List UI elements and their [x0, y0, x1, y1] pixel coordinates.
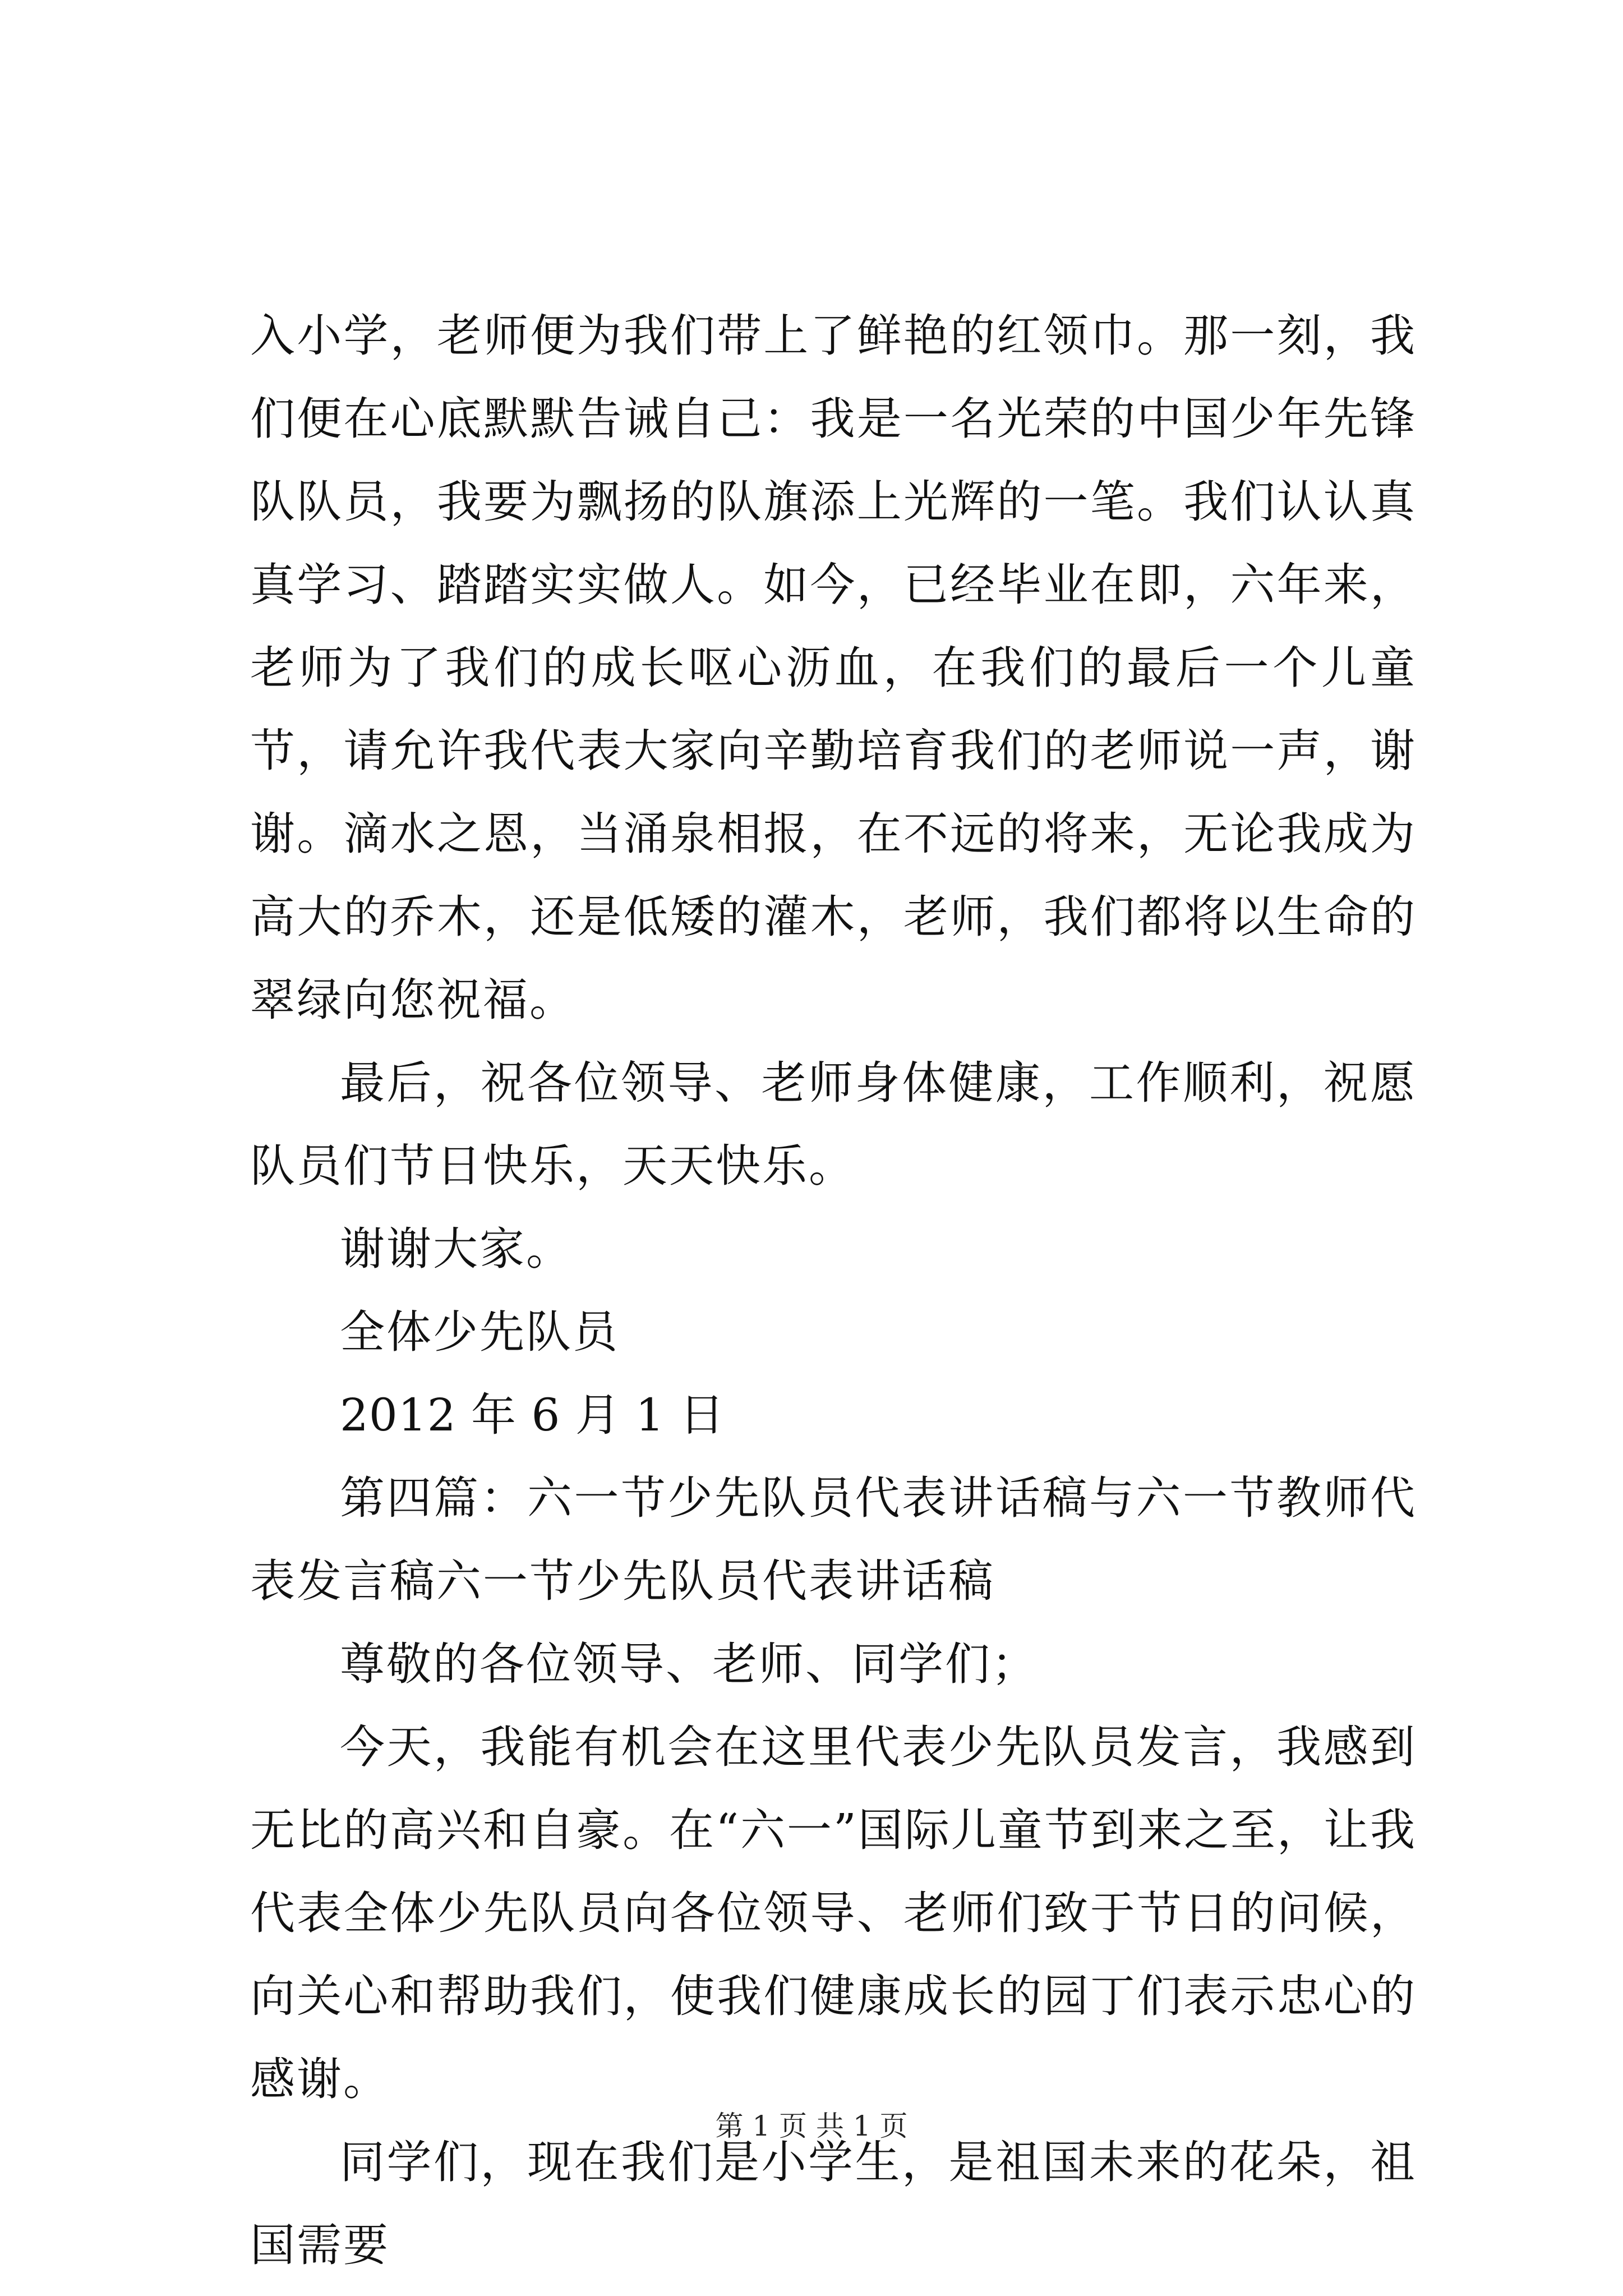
- section-heading: 第四篇：六一节少先队员代表讲话稿与六一节教师代表发言稿六一节少先队员代表讲话稿: [250, 1472, 1417, 1607]
- document-body: [250, 295, 1417, 2287]
- page-footer: 第 1 页 共 1 页: [715, 2110, 908, 2142]
- paragraph-continuation: 入小学，老师便为我们带上了鲜艳的红领巾。那一刻，我们便在心底默默告诫自己：我是一名光荣的中国少年先锋队队员，我要为飘扬的队旗添上光辉的一笔。我们认认真真学习、踏踏实实做人。如今，已经毕业在即，六年来，老师为了我们的成长呕心沥血，在我们的最后一个儿童节，请允许我代表大家向辛勤培育我们的老师说一声，谢谢。滴水之恩，当涌泉相报，在不远的将来，无论我成为高大的乔木，还是低矮的灌木，老师，我们都将以生命的翠绿向您祝福。: [250, 310, 1417, 1026]
- paragraph-date: 2012 年 6 月 1 日: [340, 1389, 725, 1441]
- paragraph-thanks: 谢谢大家。: [340, 1223, 573, 1275]
- paragraph-speech-opening: 今天，我能有机会在这里代表少先队员发言，我感到无比的高兴和自豪。在“六一”国际儿童节到来之至，让我代表全体少先队员向各位领导、老师们致于节日的问候，向关心和帮助我们，使我们健康成长的园丁们表示忠心的感谢。: [250, 1721, 1417, 2105]
- paragraph-signature: 全体少先队员: [340, 1306, 619, 1358]
- paragraph-speech-continued: 同学们，现在我们是小学生，是祖国未来的花朵，祖国需要: [250, 2136, 1417, 2271]
- paragraph-salutation: 尊敬的各位领导、老师、同学们；: [340, 1638, 1038, 1690]
- paragraph-closing-wishes: 最后，祝各位领导、老师身体健康，工作顺利，祝愿队员们节日快乐，天天快乐。: [250, 1057, 1417, 1192]
